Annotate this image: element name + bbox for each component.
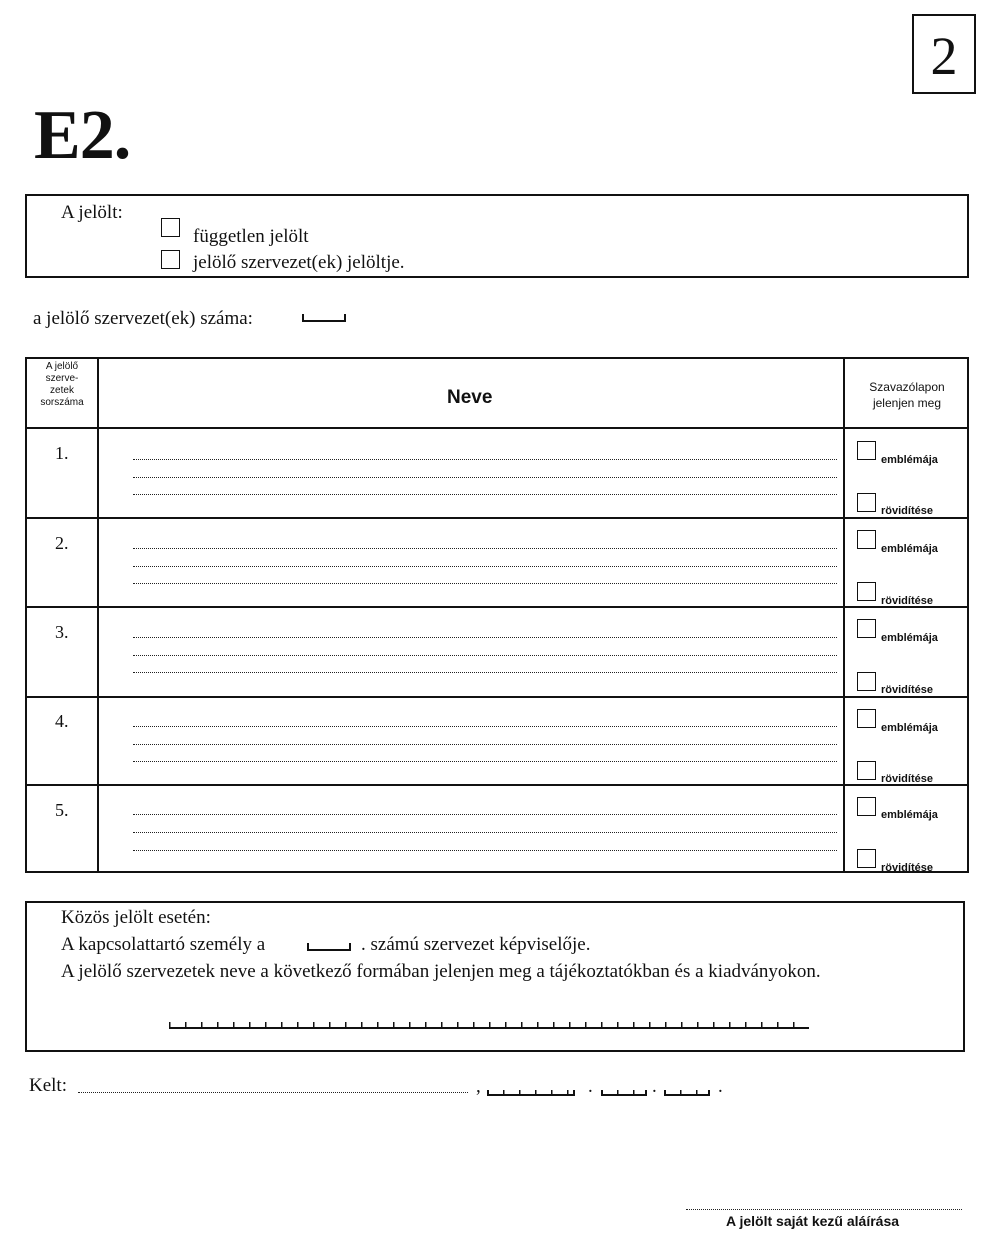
abbreviation-label: rövidítése: [881, 684, 933, 696]
org-count-field[interactable]: [302, 314, 346, 322]
contact-text-after: . számú szervezet képviselője.: [361, 934, 591, 955]
contact-org-number-field[interactable]: [307, 943, 351, 951]
emblem-checkbox[interactable]: [857, 441, 876, 460]
organizations-table: [25, 357, 969, 873]
name-line[interactable]: [133, 494, 837, 495]
emblem-label: emblémája: [881, 632, 938, 644]
row-number: 5.: [55, 800, 69, 820]
abbreviation-checkbox[interactable]: [857, 672, 876, 691]
date-year-field[interactable]: [487, 1090, 575, 1096]
org-count-label: a jelölő szervezet(ek) száma:: [33, 308, 253, 329]
name-line[interactable]: [133, 814, 837, 815]
date-place-field[interactable]: [78, 1092, 468, 1093]
name-line[interactable]: [133, 672, 837, 673]
abbreviation-checkbox[interactable]: [857, 849, 876, 868]
emblem-label: emblémája: [881, 809, 938, 821]
org-nominee-checkbox[interactable]: [161, 250, 180, 269]
independent-label: független jelölt: [193, 226, 309, 247]
candidate-label: A jelölt:: [61, 202, 123, 223]
name-line[interactable]: [133, 832, 837, 833]
joint-title: Közös jelölt esetén:: [61, 907, 211, 928]
abbreviation-label: rövidítése: [881, 505, 933, 517]
date-day-field[interactable]: [664, 1090, 710, 1096]
candidate-type-box: [25, 194, 969, 278]
org-nominee-label: jelölő szervezet(ek) jelöltje.: [193, 252, 405, 273]
name-line[interactable]: [133, 761, 837, 762]
date-dot: .: [588, 1076, 593, 1097]
row-number: 2.: [55, 533, 69, 553]
name-line[interactable]: [133, 637, 837, 638]
emblem-label: emblémája: [881, 543, 938, 555]
date-comma: ,: [476, 1076, 481, 1097]
header-ballot-line: jelenjen meg: [872, 396, 942, 410]
header-ballot-line: Szavazólapon: [869, 380, 945, 394]
row-number: 1.: [55, 443, 69, 463]
abbreviation-checkbox[interactable]: [857, 582, 876, 601]
name-line[interactable]: [133, 459, 837, 460]
name-line[interactable]: [133, 726, 837, 727]
name-line[interactable]: [133, 655, 837, 656]
header-seq-line: sorszáma: [40, 397, 84, 408]
header-seq-line: zetek: [50, 385, 74, 396]
header-seq-col: [27, 361, 97, 409]
date-label: Kelt:: [29, 1075, 67, 1096]
name-line[interactable]: [133, 850, 837, 851]
abbreviation-label: rövidítése: [881, 773, 933, 785]
name-line[interactable]: [133, 566, 837, 567]
name-line[interactable]: [133, 548, 837, 549]
contact-text-before: A kapcsolattartó személy a: [61, 934, 266, 955]
date-month-field[interactable]: [601, 1090, 647, 1096]
row-number: 3.: [55, 622, 69, 642]
header-seq-line: szerve-: [45, 373, 79, 384]
emblem-label: emblémája: [881, 722, 938, 734]
signature-caption: A jelölt saját kezű aláírása: [726, 1213, 900, 1229]
header-seq-line: A jelölő: [45, 361, 79, 372]
header-name: Neve: [447, 387, 493, 408]
emblem-checkbox[interactable]: [857, 619, 876, 638]
abbreviation-label: rövidítése: [881, 862, 933, 874]
row-number: 4.: [55, 711, 69, 731]
emblem-checkbox[interactable]: [857, 530, 876, 549]
joint-candidate-box: [25, 901, 965, 1052]
signature-field[interactable]: [686, 1209, 962, 1210]
header-ballot-col: [845, 379, 969, 411]
name-line[interactable]: [133, 477, 837, 478]
emblem-checkbox[interactable]: [857, 797, 876, 816]
date-dot: .: [652, 1076, 657, 1097]
page-number-box: [912, 14, 976, 94]
form-code: E2.: [34, 97, 131, 174]
name-line[interactable]: [133, 583, 837, 584]
abbreviation-label: rövidítése: [881, 595, 933, 607]
emblem-label: emblémája: [881, 454, 938, 466]
independent-checkbox[interactable]: [161, 218, 180, 237]
display-instruction: A jelölő szervezetek neve a következő formában jelenjen meg a tájékoztatókban és a kiadványokon.: [61, 961, 821, 982]
date-dot: .: [718, 1076, 723, 1097]
abbreviation-checkbox[interactable]: [857, 761, 876, 780]
org-display-name-field[interactable]: [169, 1021, 809, 1029]
page-number: 2: [930, 26, 958, 86]
abbreviation-checkbox[interactable]: [857, 493, 876, 512]
name-line[interactable]: [133, 744, 837, 745]
emblem-checkbox[interactable]: [857, 709, 876, 728]
